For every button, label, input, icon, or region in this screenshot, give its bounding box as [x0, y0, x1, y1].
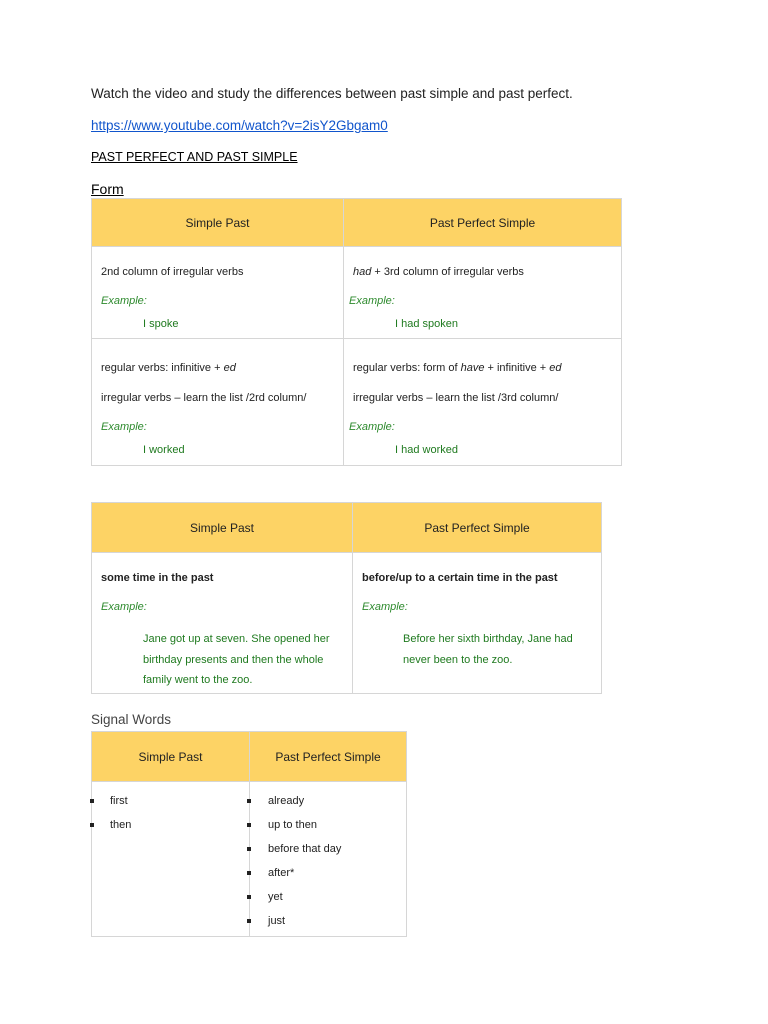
- example-value: I had spoken: [395, 318, 458, 330]
- list-item: just: [268, 915, 286, 927]
- bullet-icon: [90, 799, 94, 803]
- list-item: before that day: [268, 843, 342, 855]
- example-value: Before her sixth birthday, Jane had never been to the zoo.: [403, 633, 573, 666]
- form-cell-past-perfect-1: [344, 247, 622, 339]
- form-cell-past-perfect-2: [344, 339, 622, 466]
- bullet-icon: [247, 919, 251, 923]
- form-rule: had + 3rd column of irregular verbs: [353, 266, 524, 278]
- video-link[interactable]: https://www.youtube.com/watch?v=2isY2Gbgam0: [91, 118, 388, 133]
- form-cell-simple-past-2: [92, 339, 344, 466]
- list-item: then: [110, 819, 132, 831]
- signal-cell-simple-past: [92, 782, 250, 937]
- form-header-past-perfect: Past Perfect Simple: [344, 199, 622, 247]
- signal-cell-past-perfect: [250, 782, 407, 937]
- example-label: Example:: [101, 421, 147, 433]
- form-rule-regular: regular verbs: form of have + infinitive + ed: [353, 362, 562, 374]
- signal-words-heading: Signal Words: [91, 712, 172, 727]
- form-heading: Form: [91, 181, 124, 197]
- form-rule-irregular: irregular verbs – learn the list /3rd column/: [353, 392, 559, 404]
- bullet-icon: [247, 895, 251, 899]
- form-header-simple-past: Simple Past: [92, 199, 344, 247]
- example-label: Example:: [101, 295, 147, 307]
- bullet-icon: [90, 823, 94, 827]
- signal-header-simple-past: Simple Past: [92, 732, 250, 782]
- use-cell-past-perfect: [353, 553, 602, 694]
- example-value: I spoke: [143, 318, 179, 330]
- use-header-simple-past: Simple Past: [92, 503, 353, 553]
- bullet-icon: [247, 823, 251, 827]
- signal-words-table: [91, 731, 407, 937]
- example-label: Example:: [349, 295, 395, 307]
- list-item: already: [268, 795, 305, 807]
- example-value: I had worked: [395, 444, 458, 456]
- form-table: [91, 198, 622, 466]
- form-rule-irregular: irregular verbs – learn the list /2rd column/: [101, 392, 307, 404]
- use-title: some time in the past: [101, 572, 214, 584]
- use-cell-simple-past: [92, 553, 353, 694]
- form-rule: 2nd column of irregular verbs: [101, 266, 244, 278]
- list-item: first: [110, 795, 128, 807]
- use-header-past-perfect: Past Perfect Simple: [353, 503, 602, 553]
- example-label: Example:: [349, 421, 395, 433]
- bullet-icon: [247, 847, 251, 851]
- form-rule-regular: regular verbs: infinitive + ed: [101, 362, 236, 374]
- example-label: Example:: [362, 601, 408, 613]
- intro-text: Watch the video and study the differences between past simple and past perfect.: [91, 86, 573, 101]
- use-table: [91, 502, 602, 694]
- list-item: up to then: [268, 819, 317, 831]
- bullet-icon: [247, 799, 251, 803]
- main-heading: PAST PERFECT AND PAST SIMPLE: [91, 150, 298, 164]
- example-value: Jane got up at seven. She opened her birthday presents and then the whole family went to the zoo.: [143, 633, 330, 686]
- example-label: Example:: [101, 601, 147, 613]
- use-title: before/up to a certain time in the past: [362, 572, 558, 584]
- form-cell-simple-past-1: [92, 247, 344, 339]
- example-value: I worked: [143, 444, 185, 456]
- signal-header-past-perfect: Past Perfect Simple: [250, 732, 407, 782]
- list-item: yet: [268, 891, 283, 903]
- list-item: after*: [268, 867, 295, 879]
- bullet-icon: [247, 871, 251, 875]
